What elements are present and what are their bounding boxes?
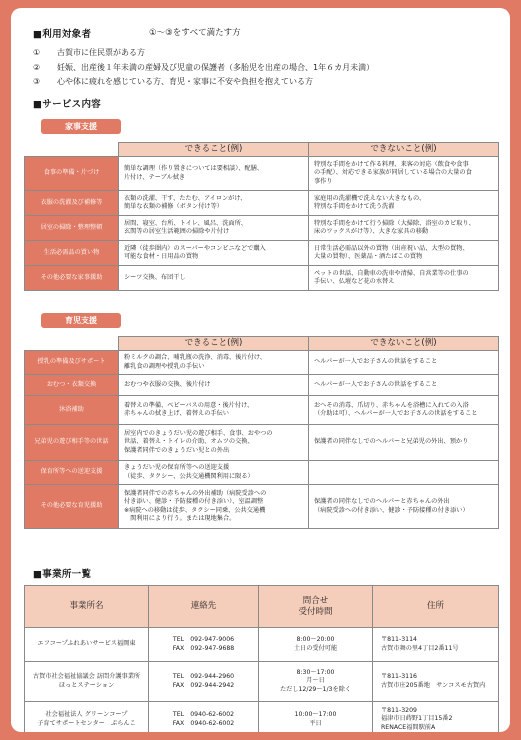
table-row: エフコープふれあいサービス福岡東 TEL 092-947-9006 FAX 092-947-9688 8:00～20:00 土日の受付可能 〒811-3114 古賀市舞の里4丁目2番11号 — [25, 628, 499, 662]
col-contact: 連絡先 — [149, 586, 259, 628]
childcare-tag: 育児支援 — [41, 313, 121, 328]
col-can: できること(例) — [119, 143, 309, 157]
eligibility-note: ①～③をすべて満たす方 — [149, 28, 241, 38]
col-cannot: できないこと(例) — [309, 143, 499, 157]
table-row: 兄弟児の遊び相手等の世話 居室内でのきょうだい児の遊び相手、食事、おやつの 世話、着替え・トイレの介助、オムツの交換、 保護者同伴でのきょうだい児との外出 保護者の同伴なしでのヘルパーと兄弟児の外出、預かり — [25, 425, 499, 461]
flyer-card — [11, 8, 510, 732]
table-row: 授乳の準備及びサポート 粉ミルクの調合、哺乳瓶の洗浄、消毒、後片付け、 離乳食の調理や授乳の手伝い ヘルパーが一人でお子さんの世話をすること — [25, 351, 499, 375]
childcare-table — [24, 336, 499, 529]
table-row: その他必要な育児援助 保護者同伴での赤ちゃんの外出補助（病院受診への 付き添い、健診・予防接種の付き添い）、室温調整 ※病院への移動は徒歩、タクシー同乗、公共交通機 関利用により行う。または現地集合。 保護者の同伴なしでのヘルパーと赤ちゃんの外出 （病院受診への付き添い、健診・予防接種の付き添い） — [25, 485, 499, 529]
table-row: おむつ・衣類交換 おむつや衣服の交換、後片付け ヘルパーが一人でお子さんの世話をすること — [25, 375, 499, 396]
housework-table — [24, 142, 499, 291]
eligibility-item: ② 妊娠、出産後１年未満の産婦及び児童の保護者（多胎児を出産の場合、1年６カ月未満） — [33, 62, 375, 72]
col-address: 住所 — [373, 586, 499, 628]
table-row: 社会福祉法人 グリーンコープ 子育てサポートセンター ぷらんこ TEL 0940-62-6002 FAX 0940-62-6002 10:00～17:00 平日 〒811-3209 福津市日蒔野1丁目15番2 RENACE福間駅前A — [25, 702, 499, 733]
offices-heading: ■事業所一覧 — [33, 569, 92, 580]
table-row: 食事の準備・片づけ 簡単な調理（作り置きについては要相談）、配膳、 片付け、テーブル拭き 特別な手間をかけて作る料理、来客の対応（飲食や食事 の手配）、対応できる家族が同居している場合の大量の食 事作り — [25, 157, 499, 191]
housework-tag: 家事支援 — [41, 119, 121, 134]
table-row: 沐浴補助 着替えの準備、ベビーバスの用意・後片付け、 赤ちゃんの拭き上げ、着替えの手伝い おへその消毒、爪切り、赤ちゃんを浴槽に入れての入浴 （介助は可）、ヘルパーが一人でお子さんの世話をすること — [25, 396, 499, 425]
eligibility-list — [33, 46, 503, 90]
eligibility-item: ③ 心や体に疲れを感じている方、育児・家事に不安や負担を抱えている方 — [33, 77, 313, 86]
col-office-name: 事業所名 — [25, 586, 149, 628]
table-row: 居室の掃除・整理整頓 居間、寝室、台所、トイレ、風呂、洗面所、 玄関等の居室生活範囲の掃除や片付け 特別な手間をかけて行う掃除（大掃除、浴室のカビ取り、 床のワックスがけ等）、大きな家具の移動 — [25, 216, 499, 241]
eligibility-item: ① 古賀市に住民票がある方 — [33, 48, 145, 57]
col-hours: 問合せ 受付時間 — [259, 586, 373, 628]
table-row: 古賀市社会福祉協議会 訪問介護事業所 ほっとステーション TEL 092-944-2960 FAX 092-944-2942 8:30～17:00 月～日 ただし12/29～1/3を除く 〒811-3116 古賀市庄205番地 サンコスモ古賀内 — [25, 662, 499, 702]
col-can: できること(例) — [119, 337, 309, 351]
eligibility-heading: ■利用対象者 — [33, 29, 92, 40]
table-row: 衣服の洗濯及び補修等 衣類の洗濯、干す、たたむ、アイロンがけ、 簡単な衣類の補修（ボタン付け等） 家庭用の洗濯機で洗えない大きなもの、 特別な手間をかけて洗う洗濯 — [25, 191, 499, 216]
offices-table — [24, 585, 499, 732]
col-cannot: できないこと(例) — [309, 337, 499, 351]
table-row: 保育所等への送迎支援 きょうだい児の保育所等への送迎支援 （徒歩、タクシー、公共交通機関利用に限る） — [25, 461, 499, 485]
services-heading: ■サービス内容 — [33, 99, 102, 110]
table-row: 生活必需品の買い物 近隣（徒歩圏内）のスーパーやコンビニなどで購入 可能な食材・日用品の買物 日常生活必需品以外の買物（出産祝い品、大型の買物、 大量の買物）、医薬品・酒たばこの買物 — [25, 241, 499, 266]
table-row: その他必要な家事援助 シーツ交換、布団干し ペットの世話、自動車の洗車や清掃、自営業等の仕事の 手伝い、仏壇など花の水替え — [25, 266, 499, 291]
